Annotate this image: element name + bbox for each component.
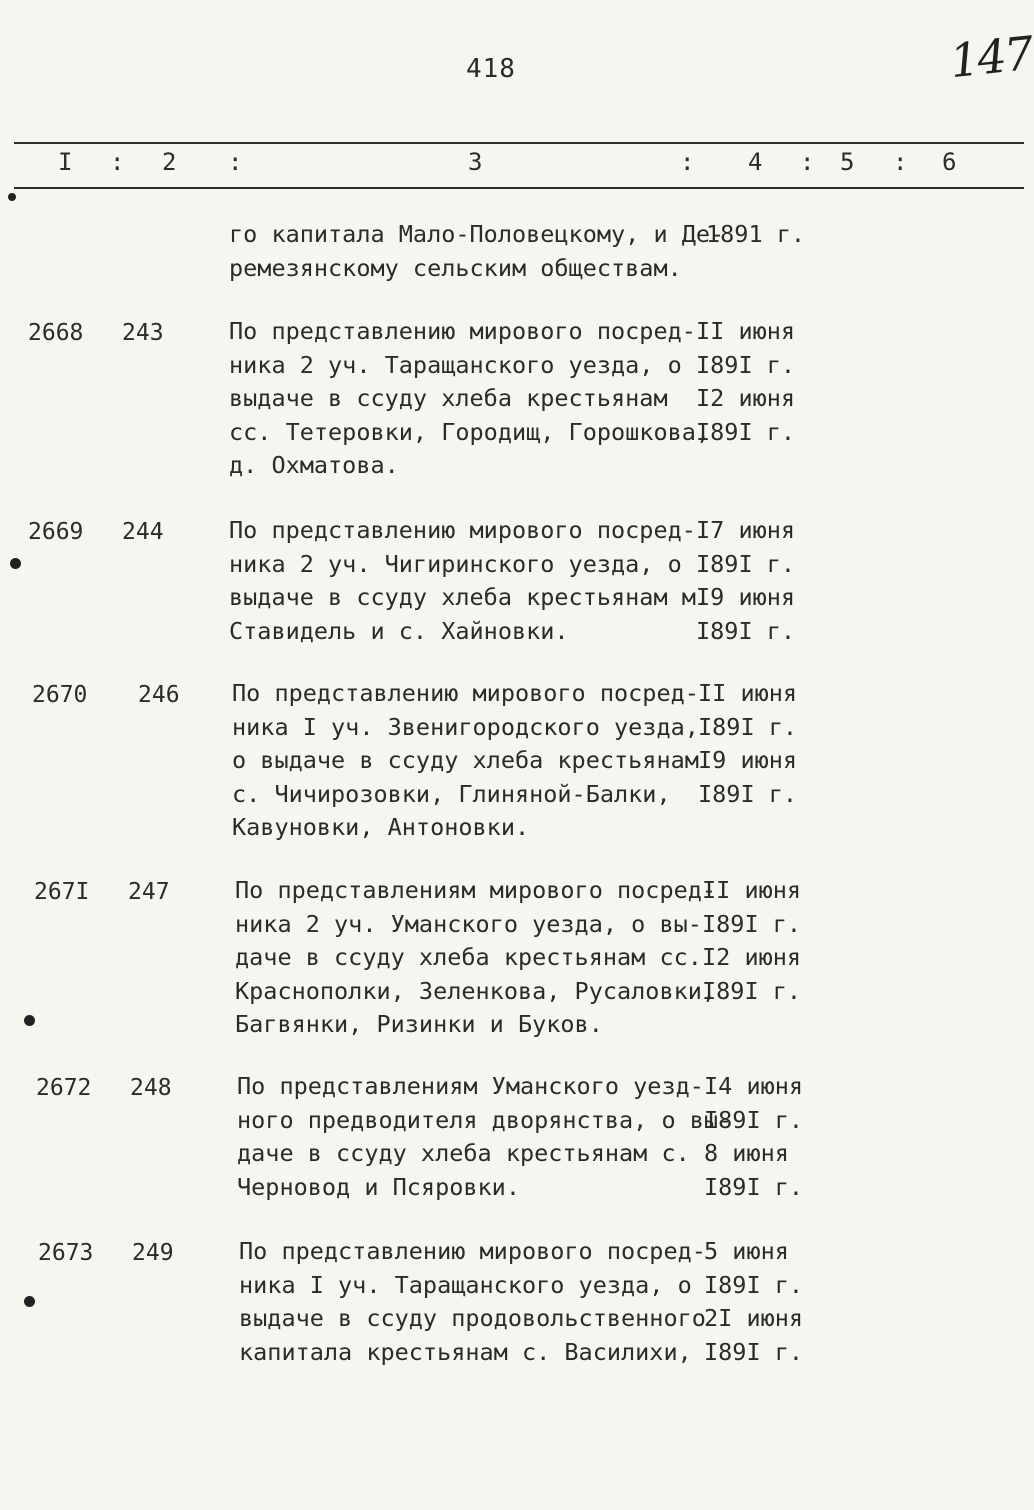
text-line: даче в ссуду хлеба крестьянам с.	[237, 1139, 690, 1167]
entry-text	[229, 315, 711, 483]
col-sep: :	[893, 148, 908, 176]
date-line: II июня	[696, 317, 796, 345]
date-line: I89I г.	[702, 976, 802, 1005]
col-3: 3	[468, 148, 483, 176]
entry-dates	[702, 874, 842, 1008]
date-line: 8 июня	[704, 1139, 789, 1167]
col-2: 2	[162, 148, 177, 176]
entry-number: 2672	[36, 1075, 92, 1101]
col-6: 6	[942, 148, 957, 176]
entry-text	[232, 677, 702, 845]
entry-subnumber: 248	[130, 1075, 172, 1101]
text-line: Черновод и Псяровки.	[237, 1172, 520, 1201]
text-line: даче в ссуду хлеба крестьянам сс.	[235, 943, 702, 971]
text-line: По представлениям мирового посред-	[235, 876, 717, 904]
text-line: ника 2 уч. Чигиринского уезда, о	[229, 549, 682, 578]
entry-text	[239, 1235, 709, 1369]
sheet-number: 147	[947, 25, 1034, 89]
date-line: I89I г.	[696, 616, 796, 645]
text-line: ного предводителя дворянства, о вы-	[237, 1105, 733, 1134]
entry-number: 2668	[28, 320, 84, 346]
text-line: выдаче в ссуду хлеба крестьянам	[229, 384, 668, 412]
date-line: 2I июня	[704, 1304, 804, 1332]
text-line: выдаче в ссуду хлеба крестьянам м.	[229, 583, 711, 611]
date-line: I9 июня	[698, 746, 798, 774]
text-line: сс. Тетеровки, Городищ, Горошкова,	[229, 417, 711, 446]
entry-dates	[704, 1235, 844, 1369]
page-number: 418	[466, 54, 516, 84]
entry-dates	[696, 514, 836, 648]
date-line: I2 июня	[696, 384, 796, 412]
entry-dates	[706, 218, 846, 252]
punch-hole-mark	[8, 193, 16, 201]
date-line: II июня	[698, 679, 798, 707]
entry-subnumber: 247	[128, 879, 170, 905]
date-line: I2 июня	[702, 943, 802, 971]
text-line: По представлениям Уманского уезд-	[237, 1072, 704, 1100]
col-sep: :	[228, 148, 243, 176]
entry-dates	[696, 315, 836, 449]
text-line: Кавуновки, Антоновки.	[232, 813, 530, 841]
date-line: I89I г.	[704, 1172, 804, 1201]
date-line: I89I г.	[698, 779, 798, 808]
date-line: I89I г.	[702, 909, 802, 938]
text-line: ника I уч. Таращанского уезда, о	[239, 1270, 692, 1299]
col-5: 5	[840, 148, 855, 176]
punch-hole-mark	[10, 558, 21, 569]
entry-number: 2669	[28, 519, 84, 545]
col-sep: :	[800, 148, 815, 176]
header-rule-top	[14, 142, 1024, 144]
text-line: По представлению мирового посред-	[229, 317, 696, 345]
col-4: 4	[748, 148, 763, 176]
text-line: По представлению мирового посред-	[232, 679, 699, 707]
date-line: 5 июня	[704, 1237, 789, 1265]
text-line: го капитала Мало-Половецкому, и Де-	[229, 220, 725, 248]
entry-text	[237, 1070, 733, 1204]
entry-subnumber: 246	[138, 682, 180, 708]
text-line: По представлению мирового посред-	[229, 516, 696, 544]
text-line: с. Чичирозовки, Глиняной-Балки,	[232, 779, 671, 808]
header-rule-bottom	[14, 187, 1024, 189]
text-line: д. Охматова.	[229, 451, 399, 479]
col-sep: :	[680, 148, 695, 176]
text-line: По представлению мирового посред-	[239, 1237, 706, 1265]
date-line: I7 июня	[696, 516, 796, 544]
entry-text	[229, 218, 725, 285]
punch-hole-mark	[24, 1015, 35, 1026]
col-sep: :	[110, 148, 125, 176]
punch-hole-mark	[24, 1296, 35, 1307]
entry-dates	[698, 677, 838, 811]
entry-number: 2670	[32, 682, 88, 708]
date-line: I89I г.	[696, 417, 796, 446]
date-line: I89I г.	[704, 1337, 804, 1366]
entry-subnumber: 244	[122, 519, 164, 545]
entry-subnumber: 249	[132, 1240, 174, 1266]
date-line: I89I г.	[704, 1105, 804, 1134]
text-line: ника I уч. Звенигородского уезда,	[232, 712, 699, 741]
date-line: I4 июня	[704, 1072, 804, 1100]
entry-text	[229, 514, 711, 648]
text-line: ника 2 уч. Таращанского уезда, о	[229, 350, 682, 379]
date-line: II июня	[702, 876, 802, 904]
entry-dates	[704, 1070, 844, 1204]
text-line: ремезянскому сельским обществам.	[229, 253, 682, 282]
date-line: I89I г.	[704, 1270, 804, 1299]
entry-number: 267I	[34, 879, 90, 905]
text-line: Краснополки, Зеленкова, Русаловки,	[235, 976, 717, 1005]
text-line: о выдаче в ссуду хлеба крестьянам	[232, 746, 699, 774]
date-line: 1891 г.	[706, 220, 806, 248]
date-line: I89I г.	[698, 712, 798, 741]
text-line: ника 2 уч. Уманского уезда, о вы-	[235, 909, 702, 938]
text-line: Ставидель и с. Хайновки.	[229, 616, 569, 645]
text-line: Багвянки, Ризинки и Буков.	[235, 1010, 603, 1038]
col-1: I	[58, 148, 73, 176]
text-line: выдаче в ссуду продовольственного	[239, 1304, 706, 1332]
text-line: капитала крестьянам с. Василихи,	[239, 1337, 692, 1366]
entry-subnumber: 243	[122, 320, 164, 346]
entry-text	[235, 874, 717, 1042]
date-line: I9 июня	[696, 583, 796, 611]
date-line: I89I г.	[696, 549, 796, 578]
date-line: I89I г.	[696, 350, 796, 379]
entry-number: 2673	[38, 1240, 94, 1266]
